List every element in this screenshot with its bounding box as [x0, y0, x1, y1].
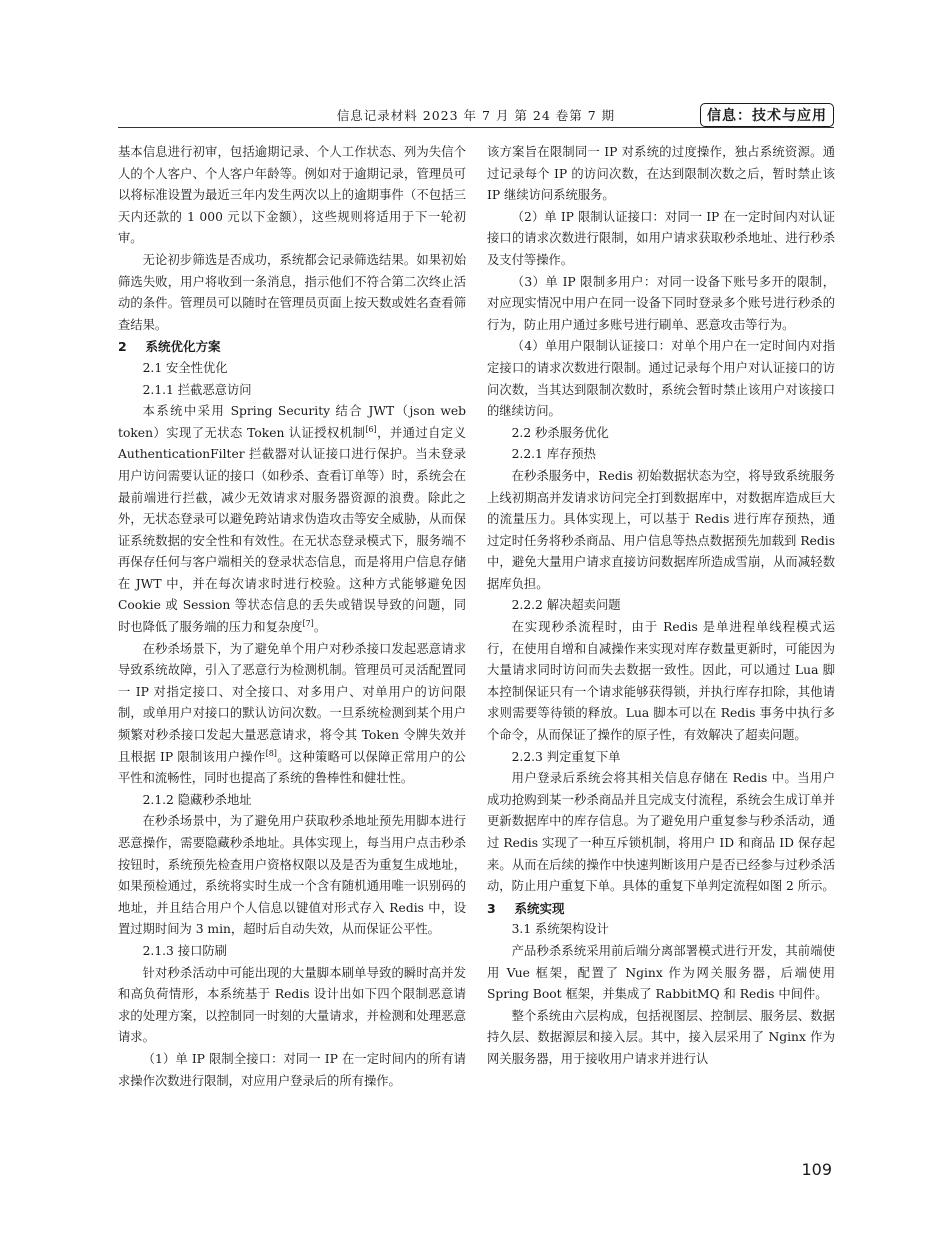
paragraph: （2）单 IP 限制认证接口：对同一 IP 在一定时间内对认证接口的请求次数进行限制，如用户请求获取秒杀地址、进行秒杀及支付等操作。 [487, 209, 835, 267]
text-run: 。这种策略可以保障正常用户的公平性和流畅性，同时也提高了系统的鲁棒性和健壮性。 [118, 749, 466, 786]
paragraph: 在秒杀服务中，Redis 初始数据状态为空，将导致系统服务上线初期高并发请求访问完全打到数据库中，对数据库造成巨大的流量压力。具体实现上，可以基于 Redis 进行库存预热，通过定时任务将秒杀商品、用户信息等热点数据预先加载到 Redis 中，避免大量用户请求直接访问数据库所造成雪崩，从而减轻数据库负担。 [487, 468, 835, 591]
paragraph [118, 639, 466, 790]
text-run: 本系统中采用 Spring Security 结合 JWT（json web token）实现了无状态 Token 认证授权机制 [118, 404, 466, 440]
text-run: 。 [313, 620, 327, 635]
paragraph: 基本信息进行初审，包括逾期记录、个人工作状态、列为失信个人的个人客户、个人客户年龄等。例如对于逾期记录，管理员可以将标准设置为最近三年内发生两次以上的逾期事件（不包括三天内还款的 1 000 元以下金额），这些规则将适用于下一轮初审。 [118, 145, 466, 246]
paragraph: 在实现秒杀流程时，由于 Redis 是单进程单线程模式运行，在使用自增和自减操作来实现对库存数量更新时，可能因为大量请求同时访问而失去数据一致性。因此，可以通过 Lua 脚本控制保证只有一个请求能够获得锁，并执行库存扣除，其他请求则需要等待锁的释放。Lua 脚本可以在 Redis 事务中执行多个命令，从而保证了操作的原子性，有效解决了超卖问题。 [487, 620, 835, 743]
paragraph: 无论初步筛选是否成功，系统都会记录筛选结果。如果初始筛选失败，用户将收到一条消息，指示他们不符合第二次终止活动的条件。管理员可以随时在管理员页面上按天数或姓名查看筛查结果。 [118, 252, 466, 332]
section-heading [118, 336, 466, 358]
section-title: 系统实现 [514, 900, 565, 916]
text-run: ，并通过自定义 AuthenticationFilter 拦截器对认证接口进行保护。当未登录用户访问需要认证的接口（如秒杀、查看订单等）时，系统会在最前端进行拦截，减少无效请求对服务器资源的浪费。除此之外，无状态登录可以避免跨站请求伪造攻击等安全威胁，从而保证系统数据的安全性和有效性。在无状态登录模式下，服务端不再保存任何与客户端相关的登录状态信息，而是将用户信息存储在 JWT 中，并在每次请求时进行校验。这种方式能够避免因 Cookie 或 Session 等状态信息的丢失或错误导致的问题，同时也降低了服务端的压力和复杂度 [118, 425, 466, 635]
subsection-heading: 2.1 安全性优化 [142, 360, 228, 375]
section-number: 2 [118, 339, 127, 355]
right-column [487, 142, 835, 1071]
page-number: 109 [801, 1160, 832, 1179]
text-run: 在秒杀场景下，为了避免单个用户对秒杀接口发起恶意请求导致系统故障，引入了恶意行为检测机制。管理员可灵活配置同一 IP 对指定接口、对全接口、对多用户、对单用户的访问限制，或单用户对接口的默认访问次数。一旦系统检测到某个用户频繁对秒杀接口发起大量恶意请求，将令其 Token 令牌失效并且根据 IP 限制该用户操作 [118, 641, 466, 764]
citation-ref[interactable]: [6] [365, 424, 377, 434]
section-badge: 信息：技术与应用 [700, 103, 834, 127]
paragraph: （3）单 IP 限制多用户：对同一设备下账号多开的限制，对应现实情况中用户在同一设备下同时登录多个账号进行秒杀的行为，防止用户通过多账号进行刷单、恶意攻击等行为。 [487, 274, 835, 332]
paragraph: 在秒杀场景中，为了避免用户获取秒杀地址预先用脚本进行恶意操作，需要隐藏秒杀地址。具体实现上，每当用户点击秒杀按钮时，系统预先检查用户资格权限以及是否为重复生成地址，如果预检通过，系统将实时生成一个含有随机通用唯一识别码的地址，并且结合用户个人信息以键值对形式存入 Redis 中，设置过期时间为 3 min，超时后自动失效，从而保证公平性。 [118, 814, 466, 937]
paragraph: 整个系统由六层构成，包括视图层、控制层、服务层、数据持久层、数据源层和接入层。其中，接入层采用了 Nginx 作为网关服务器，用于接收用户请求并进行认 [487, 1008, 835, 1066]
subsubsection-heading: 2.2.1 库存预热 [511, 447, 596, 462]
subsubsection-heading: 2.1.1 拦截恶意访问 [142, 382, 252, 397]
journal-info: 信息记录材料 2023 年 7 月 第 24 卷第 7 期 [336, 108, 616, 123]
paragraph: 产品秒杀系统采用前后端分离部署模式进行开发，其前端使用 Vue 框架，配置了 Nginx 作为网关服务器，后端使用 Spring Boot 框架，并集成了 RabbitMQ 和 Redis 中间件。 [487, 943, 835, 1002]
paragraph: 该方案旨在限制同一 IP 对系统的过度操作，独占系统资源。通过记录每个 IP 的访问次数，在达到限制次数之后，暂时禁止该 IP 继续访问系统服务。 [487, 145, 835, 203]
left-column [118, 142, 466, 1092]
section-title: 系统优化方案 [145, 339, 221, 355]
paragraph: 针对秒杀活动中可能出现的大量脚本刷单导致的瞬时高并发和高负荷情形，本系统基于 Redis 设计出如下四个限制恶意请求的处理方案，以控制同一时刻的大量请求，并检测和处理恶意请求。 [118, 965, 466, 1045]
subsubsection-heading: 2.1.3 接口防刷 [142, 943, 227, 958]
paragraph: （1）单 IP 限制全接口：对同一 IP 在一定时间内的所有请求操作次数进行限制，对应用户登录后的所有操作。 [118, 1051, 466, 1088]
section-heading [487, 898, 835, 920]
subsubsection-heading: 2.2.2 解决超卖问题 [511, 598, 621, 613]
header-rule [118, 127, 834, 128]
citation-ref[interactable]: [7] [302, 618, 314, 628]
subsubsection-heading: 2.2.3 判定重复下单 [511, 749, 621, 764]
subsection-heading: 2.2 秒杀服务优化 [511, 425, 609, 440]
paragraph: （4）单用户限制认证接口：对单个用户在一定时间内对指定接口的请求次数进行限制。通过记录每个用户对认证接口的访问次数，当其达到限制次数时，系统会暂时禁止该用户对该接口的继续访问。 [487, 339, 835, 419]
paragraph [118, 401, 466, 639]
subsubsection-heading: 2.1.2 隐藏秒杀地址 [142, 792, 252, 807]
section-number: 3 [487, 900, 496, 916]
running-header [118, 100, 834, 130]
citation-ref[interactable]: [8] [265, 748, 277, 758]
subsection-heading: 3.1 系统架构设计 [511, 922, 609, 937]
paragraph: 用户登录后系统会将其相关信息存储在 Redis 中。当用户成功抢购到某一秒杀商品并且完成支付流程，系统会生成订单并更新数据库中的库存信息。为了避免用户重复参与秒杀活动，通过 Redis 实现了一种互斥锁机制，将用户 ID 和商品 ID 保存起来。从而在后续的操作中快速判断该用户是否已经参与过秒杀活动，防止用户重复下单。具体的重复下单判定流程如图 2 所示。 [487, 771, 835, 894]
